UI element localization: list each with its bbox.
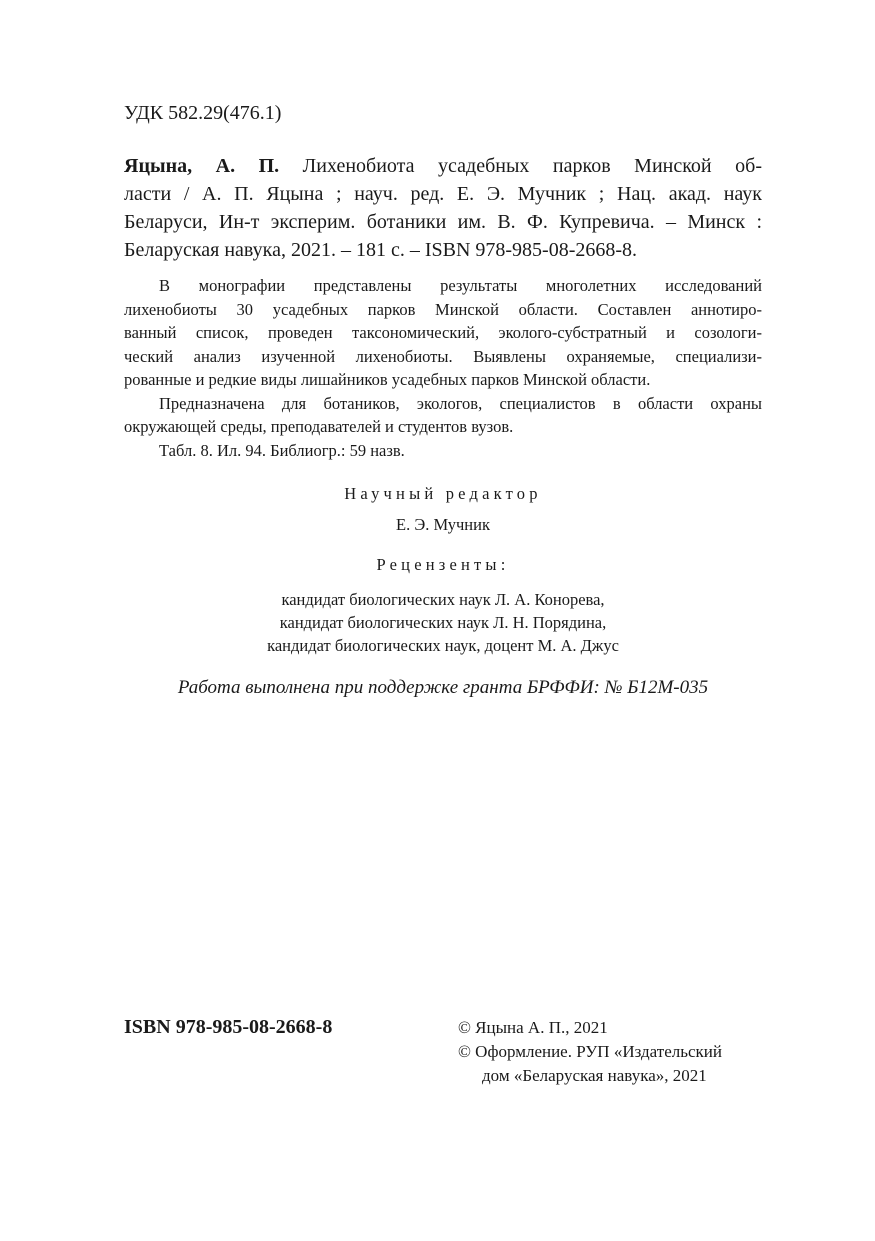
copyright-block (458, 1016, 722, 1088)
copyright-publisher: дом «Беларуская навука», 2021 (482, 1066, 707, 1085)
grant-note: Работа выполнена при поддержке гранта БРФФИ: № Б12М-035 (177, 677, 709, 698)
abstract-line: В монографии представлены результаты многолетних исследований (159, 276, 762, 295)
copyright-author: © Яцына А. П., 2021 (458, 1018, 608, 1037)
reviewer-item: кандидат биологических наук Л. А. Конорева, (281, 590, 605, 609)
editor-name: Е. Э. Мучник (396, 515, 490, 534)
bib-line-3: Беларуси, Ин-т эксперим. ботаники им. В. Ф. Купревича. – Минск : (124, 211, 762, 233)
abstract-line: ванный список, проведен таксономический, эколого-субстратный и созологи- (124, 323, 762, 342)
abstract-line: ческий анализ изученной лихенобиоты. Выявлены охраняемые, специализи- (124, 346, 762, 366)
abstract-line: Предназначена для ботаников, экологов, специалистов в области охраны (159, 393, 762, 413)
abstract-line: окружающей среды, преподавателей и студентов вузов. (124, 417, 514, 436)
abstract-stats: Табл. 8. Ил. 94. Библиогр.: 59 назв. (159, 440, 405, 460)
reviewers-heading: Рецензенты: (376, 555, 510, 574)
bibliographic-record (124, 152, 762, 264)
bib-line-2: ласти / А. П. Яцына ; науч. ред. Е. Э. Мучник ; Нац. акад. наук (124, 183, 762, 205)
reviewer-item: кандидат биологических наук Л. Н. Порядина, (279, 613, 607, 632)
udk-code: УДК 582.29(476.1) (124, 102, 282, 124)
abstract (124, 274, 762, 462)
author-name: Яцына, А. П. (124, 155, 280, 177)
bib-line-4: Беларуская навука, 2021. – 181 с. – ISBN 978-985-08-2668-8. (124, 239, 638, 261)
bib-title: Лихенобиота усадебных парков Минской об- (279, 155, 762, 177)
reviewer-item: кандидат биологических наук, доцент М. А. Джус (267, 636, 619, 655)
bib-line-1 (124, 152, 762, 180)
reviewers-list (124, 588, 762, 657)
editor-heading: Научный редактор (344, 484, 542, 503)
abstract-line: рованные и редкие виды лишайников усадебных парков Минской области. (124, 370, 651, 389)
abstract-line: лихенобиоты 30 усадебных парков Минской области. Составлен аннотиро- (124, 299, 762, 319)
copyright-design: © Оформление. РУП «Издательский (458, 1042, 722, 1061)
isbn-number: ISBN 978-985-08-2668-8 (124, 1016, 333, 1038)
